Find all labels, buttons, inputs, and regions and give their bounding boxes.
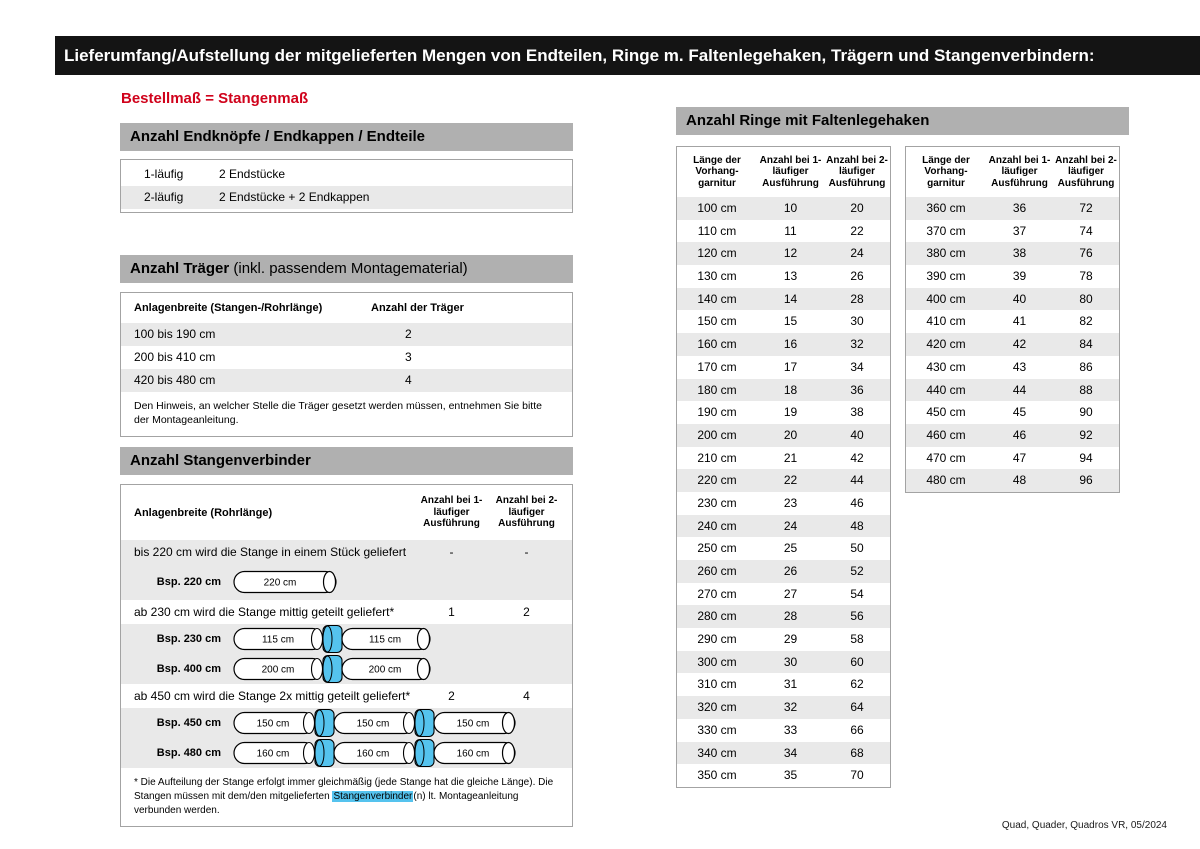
count-2-cell: 74 — [1079, 223, 1093, 238]
rule-text: bis 220 cm wird die Stange in einem Stück geliefert — [134, 545, 407, 559]
segment-label: 115 cm — [261, 634, 295, 646]
length-cell: 410 cm — [926, 314, 966, 329]
table-row — [121, 323, 572, 346]
count-1-cell: 37 — [1012, 223, 1027, 238]
lauf-value: 2 Endstücke + 2 Endkappen — [219, 190, 370, 204]
order-size-note: Bestellmaß = Stangenmaß — [121, 90, 309, 107]
length-cell: 180 cm — [697, 382, 737, 397]
table-row — [677, 628, 890, 651]
table-row — [677, 719, 890, 742]
example-row — [121, 738, 572, 768]
footnote-highlight: Stangenverbinder — [333, 791, 413, 802]
table-row — [906, 310, 1119, 333]
table-row — [677, 605, 890, 628]
example-row — [121, 564, 572, 600]
section-title-rest: (inkl. passendem Montagematerial) — [229, 260, 468, 277]
count-1-cell: 45 — [1012, 405, 1027, 420]
section-header-traeger — [120, 255, 573, 283]
example-label: Bsp. 220 cm — [156, 576, 221, 588]
table-row — [677, 265, 890, 288]
length-cell: 110 cm — [697, 223, 737, 238]
count-1-cell: 47 — [1012, 450, 1027, 465]
length-cell: 380 cm — [926, 246, 966, 261]
length-cell: 360 cm — [926, 201, 966, 215]
lauf-label: 2-läufig — [144, 190, 184, 204]
rod-diagram — [233, 738, 517, 768]
table-row — [906, 197, 1119, 220]
table-row — [677, 742, 890, 765]
count-2-cell: 38 — [850, 405, 864, 420]
length-cell: 250 cm — [697, 541, 737, 556]
rod-end-icon — [503, 743, 515, 764]
length-cell: 160 cm — [697, 337, 737, 352]
count-2-cell: 50 — [850, 541, 864, 556]
length-cell: 330 cm — [697, 722, 737, 737]
count-1-cell: 22 — [783, 473, 798, 488]
segment-label: 160 cm — [256, 748, 290, 760]
count-1-cell: 18 — [783, 382, 798, 397]
column-header: Anzahl bei 2-läufiger Ausführung — [1055, 154, 1117, 189]
length-cell: 120 cm — [697, 246, 737, 261]
count-1-cell: 15 — [783, 314, 798, 329]
example-row — [121, 654, 572, 684]
rule-text: ab 230 cm wird die Stange mittig geteilt geliefert* — [134, 605, 395, 619]
table-row — [677, 197, 890, 220]
table-row — [677, 560, 890, 583]
length-cell: 100 cm — [697, 201, 737, 215]
length-cell: 150 cm — [697, 314, 737, 329]
table-row — [677, 537, 890, 560]
verbinder-table — [120, 484, 573, 827]
count-1-cell: 23 — [783, 495, 798, 510]
table-header-row — [121, 293, 572, 323]
table-row — [121, 163, 572, 186]
length-cell: 210 cm — [697, 450, 737, 465]
table-row — [677, 651, 890, 674]
table-row — [906, 379, 1119, 402]
count-1-cell: 32 — [783, 700, 798, 715]
length-cell: 480 cm — [926, 473, 966, 488]
column-header: Anzahl der Träger — [371, 302, 464, 314]
length-cell: 320 cm — [697, 700, 737, 715]
document-footer: Quad, Quader, Quadros VR, 05/2024 — [1001, 820, 1167, 831]
count-1-cell: 17 — [783, 359, 798, 374]
example-row — [121, 708, 572, 738]
range-cell: 200 bis 410 cm — [134, 350, 216, 364]
count-1-cell: 25 — [783, 541, 798, 556]
segment-label: 160 cm — [356, 748, 390, 760]
column-header: Anlagenbreite (Rohrlänge) — [134, 506, 273, 519]
column-header: Länge der Vorhang-garnitur — [922, 154, 970, 189]
rule-row — [121, 600, 572, 624]
table-row — [677, 356, 890, 379]
value-cell: 2 — [448, 689, 455, 703]
section-header-endteile: Anzahl Endknöpfe / Endkappen / Endteile — [120, 123, 573, 151]
example-label: Bsp. 230 cm — [156, 633, 221, 645]
rule-text: ab 450 cm wird die Stange 2x mittig geteilt geliefert* — [134, 689, 411, 703]
count-1-cell: 35 — [783, 768, 798, 783]
count-2-cell: 28 — [850, 291, 864, 306]
column-header: Länge der Vorhang-garnitur — [693, 154, 741, 189]
table-row — [906, 220, 1119, 243]
count-2-cell: 48 — [850, 518, 864, 533]
count-1-cell: 26 — [783, 564, 798, 578]
count-2-cell: 60 — [850, 654, 864, 669]
length-cell: 240 cm — [697, 518, 737, 533]
segment-label: 115 cm — [368, 634, 402, 646]
table-row — [906, 288, 1119, 311]
segment-label: 220 cm — [263, 577, 297, 589]
endteile-table — [120, 159, 573, 213]
count-1-cell: 11 — [784, 223, 797, 238]
length-cell: 420 cm — [926, 337, 966, 352]
count-1-cell: 41 — [1012, 314, 1027, 329]
length-cell: 230 cm — [697, 495, 737, 510]
count-2-cell: 20 — [850, 201, 864, 215]
table-row — [906, 265, 1119, 288]
table-row — [121, 186, 572, 209]
length-cell: 270 cm — [697, 586, 737, 601]
count-2-cell: 24 — [850, 246, 864, 261]
segment-label: 160 cm — [456, 748, 490, 760]
length-cell: 390 cm — [926, 269, 966, 284]
count-1-cell: 46 — [1012, 427, 1027, 442]
column-header: Anzahl bei 1-läufiger Ausführung — [988, 154, 1051, 189]
section-header-verbinder: Anzahl Stangenverbinder — [120, 447, 573, 475]
length-cell: 280 cm — [697, 609, 737, 624]
example-row — [121, 624, 572, 654]
count-2-cell: 62 — [850, 677, 864, 692]
table-row — [677, 583, 890, 606]
rule-row — [121, 684, 572, 708]
ringe-table-body — [677, 197, 890, 787]
value-cell: 4 — [523, 689, 530, 703]
count-2-cell: 54 — [850, 586, 864, 601]
table-row — [677, 379, 890, 402]
rod-end-icon — [404, 743, 415, 764]
table-row — [677, 310, 890, 333]
table-header-row — [677, 147, 890, 197]
count-2-cell: 58 — [850, 632, 864, 647]
example-label: Bsp. 480 cm — [156, 747, 221, 759]
example-label: Bsp. 400 cm — [156, 663, 221, 675]
table-row — [906, 242, 1119, 265]
table-row — [677, 424, 890, 447]
count-2-cell: 56 — [850, 609, 864, 624]
table-row — [677, 447, 890, 470]
table-row — [677, 696, 890, 719]
count-2-cell: 82 — [1079, 314, 1093, 329]
count-2-cell: 90 — [1079, 405, 1093, 420]
lauf-label: 1-läufig — [144, 167, 184, 181]
count-1-cell: 39 — [1012, 269, 1027, 284]
count-2-cell: 44 — [850, 473, 864, 488]
count-2-cell: 86 — [1079, 359, 1093, 374]
table-header-row — [121, 485, 572, 540]
length-cell: 170 cm — [697, 359, 737, 374]
table-row — [677, 242, 890, 265]
count-cell: 2 — [405, 327, 412, 341]
count-2-cell: 70 — [850, 768, 864, 783]
example-label: Bsp. 450 cm — [156, 717, 221, 729]
count-2-cell: 22 — [850, 223, 864, 238]
table-row — [906, 401, 1119, 424]
value-cell: 1 — [448, 605, 455, 619]
length-cell: 470 cm — [926, 450, 966, 465]
footnote-text: (n) lt. Montageanleitung verbunden werden. — [134, 791, 519, 816]
count-2-cell: 76 — [1079, 246, 1093, 261]
table-row — [906, 356, 1119, 379]
count-1-cell: 10 — [783, 201, 798, 215]
rod-diagram — [233, 654, 431, 684]
count-cell: 4 — [405, 373, 412, 387]
count-1-cell: 38 — [1012, 246, 1027, 261]
count-2-cell: 88 — [1079, 382, 1093, 397]
count-2-cell: 40 — [850, 427, 864, 442]
column-header: Anlagenbreite (Stangen-/Rohrlänge) — [134, 302, 323, 314]
count-1-cell: 19 — [783, 405, 798, 420]
count-2-cell: 92 — [1079, 427, 1093, 442]
length-cell: 460 cm — [926, 427, 966, 442]
count-2-cell: 80 — [1079, 291, 1093, 306]
value-cell: 2 — [523, 605, 530, 619]
ringe-table-1 — [676, 146, 891, 788]
count-1-cell: 12 — [783, 246, 798, 261]
count-2-cell: 42 — [850, 450, 864, 465]
length-cell: 260 cm — [697, 564, 737, 578]
count-2-cell: 36 — [850, 382, 864, 397]
length-cell: 200 cm — [697, 427, 737, 442]
count-1-cell: 43 — [1012, 359, 1027, 374]
segment-label: 150 cm — [256, 718, 290, 730]
segment-label: 150 cm — [456, 718, 490, 730]
traeger-note: Den Hinweis, an welcher Stelle die Träger gesetzt werden müssen, entnehmen Sie bitte der Montageanleitung. — [134, 400, 542, 427]
table-row — [906, 469, 1119, 492]
table-row — [677, 220, 890, 243]
count-1-cell: 30 — [783, 654, 798, 669]
count-1-cell: 20 — [783, 427, 798, 442]
length-cell: 340 cm — [697, 745, 737, 760]
rod-end-icon — [418, 659, 430, 680]
count-1-cell: 40 — [1012, 291, 1027, 306]
length-cell: 290 cm — [697, 632, 737, 647]
count-2-cell: 46 — [850, 495, 864, 510]
table-header-row — [906, 147, 1119, 197]
length-cell: 430 cm — [926, 359, 966, 374]
count-2-cell: 94 — [1079, 450, 1093, 465]
length-cell: 400 cm — [926, 291, 966, 306]
column-header: Anzahl bei 1-läufiger Ausführung — [759, 154, 822, 189]
section-title-bold: Anzahl Träger — [130, 260, 230, 277]
count-cell: 3 — [405, 350, 412, 364]
count-2-cell: 66 — [850, 722, 864, 737]
segment-label: 200 cm — [261, 664, 295, 676]
rod-diagram — [233, 708, 517, 738]
count-1-cell: 48 — [1012, 473, 1027, 488]
value-cell: - — [524, 545, 529, 559]
column-header: Anzahl bei 1-läufiger Ausführung — [420, 495, 483, 530]
table-row — [906, 424, 1119, 447]
count-1-cell: 16 — [783, 337, 798, 352]
count-2-cell: 26 — [850, 269, 864, 284]
traeger-table — [120, 292, 573, 437]
count-2-cell: 30 — [850, 314, 864, 329]
length-cell: 130 cm — [697, 269, 737, 284]
column-header: Anzahl bei 2-läufiger Ausführung — [495, 495, 558, 530]
table-row — [677, 469, 890, 492]
rod-end-icon — [503, 713, 515, 734]
table-row — [677, 333, 890, 356]
length-cell: 350 cm — [697, 768, 737, 783]
count-1-cell: 44 — [1012, 382, 1027, 397]
rod-end-icon — [304, 743, 315, 764]
length-cell: 450 cm — [926, 405, 966, 420]
rule-row — [121, 540, 572, 564]
rod-end-icon — [304, 713, 315, 734]
rod-diagram — [233, 624, 431, 654]
rod-end-icon — [418, 629, 430, 650]
table-row — [677, 288, 890, 311]
table-row — [677, 515, 890, 538]
count-2-cell: 84 — [1079, 337, 1093, 352]
count-2-cell: 32 — [850, 337, 864, 352]
table-row — [121, 346, 572, 369]
rod-end-icon — [324, 572, 336, 593]
count-1-cell: 36 — [1012, 201, 1027, 215]
value-cell: - — [449, 545, 454, 559]
count-1-cell: 28 — [783, 609, 798, 624]
segment-label: 150 cm — [356, 718, 390, 730]
count-2-cell: 52 — [850, 564, 864, 578]
length-cell: 140 cm — [697, 291, 737, 306]
length-cell: 370 cm — [926, 223, 966, 238]
length-cell: 310 cm — [697, 677, 737, 692]
page-title: Lieferumfang/Aufstellung der mitgelieferten Mengen von Endteilen, Ringe m. Faltenlegehaken, Trägern und Stangenverbindern: — [55, 36, 1200, 75]
count-2-cell: 72 — [1079, 201, 1093, 215]
count-1-cell: 13 — [783, 269, 798, 284]
rod-end-icon — [312, 659, 323, 680]
count-1-cell: 27 — [783, 586, 798, 601]
count-1-cell: 14 — [783, 291, 798, 306]
table-row — [677, 401, 890, 424]
length-cell: 440 cm — [926, 382, 966, 397]
length-cell: 190 cm — [697, 405, 737, 420]
rod-end-icon — [312, 629, 323, 650]
range-cell: 420 bis 480 cm — [134, 373, 216, 387]
count-1-cell: 33 — [783, 722, 798, 737]
range-cell: 100 bis 190 cm — [134, 327, 216, 341]
rod-diagram — [233, 568, 343, 596]
count-2-cell: 78 — [1079, 269, 1093, 284]
length-cell: 300 cm — [697, 654, 737, 669]
ringe-table-2 — [905, 146, 1120, 493]
rod-end-icon — [404, 713, 415, 734]
table-row — [677, 764, 890, 787]
count-2-cell: 96 — [1079, 473, 1093, 488]
table-row — [677, 673, 890, 696]
count-1-cell: 42 — [1012, 337, 1027, 352]
table-row — [906, 333, 1119, 356]
ringe-table-body — [906, 197, 1119, 492]
count-1-cell: 29 — [783, 632, 798, 647]
table-row — [121, 369, 572, 392]
count-1-cell: 34 — [783, 745, 798, 760]
count-2-cell: 34 — [850, 359, 864, 374]
length-cell: 220 cm — [697, 473, 737, 488]
count-2-cell: 68 — [850, 745, 864, 760]
count-1-cell: 24 — [783, 518, 798, 533]
lauf-value: 2 Endstücke — [219, 167, 286, 181]
count-2-cell: 64 — [850, 700, 864, 715]
count-1-cell: 31 — [783, 677, 798, 692]
verbinder-footnote — [121, 768, 572, 826]
section-header-ringe: Anzahl Ringe mit Faltenlegehaken — [676, 107, 1129, 135]
table-row — [677, 492, 890, 515]
count-1-cell: 21 — [783, 450, 798, 465]
table-row — [906, 447, 1119, 470]
segment-label: 200 cm — [368, 664, 402, 676]
column-header: Anzahl bei 2-läufiger Ausführung — [826, 154, 888, 189]
footnote-text: * Die Aufteilung der Stange erfolgt immer gleichmäßig (jede Stange hat die gleiche Länge). Die Stangen müssen mit dem/den mitgelieferten — [134, 777, 554, 802]
